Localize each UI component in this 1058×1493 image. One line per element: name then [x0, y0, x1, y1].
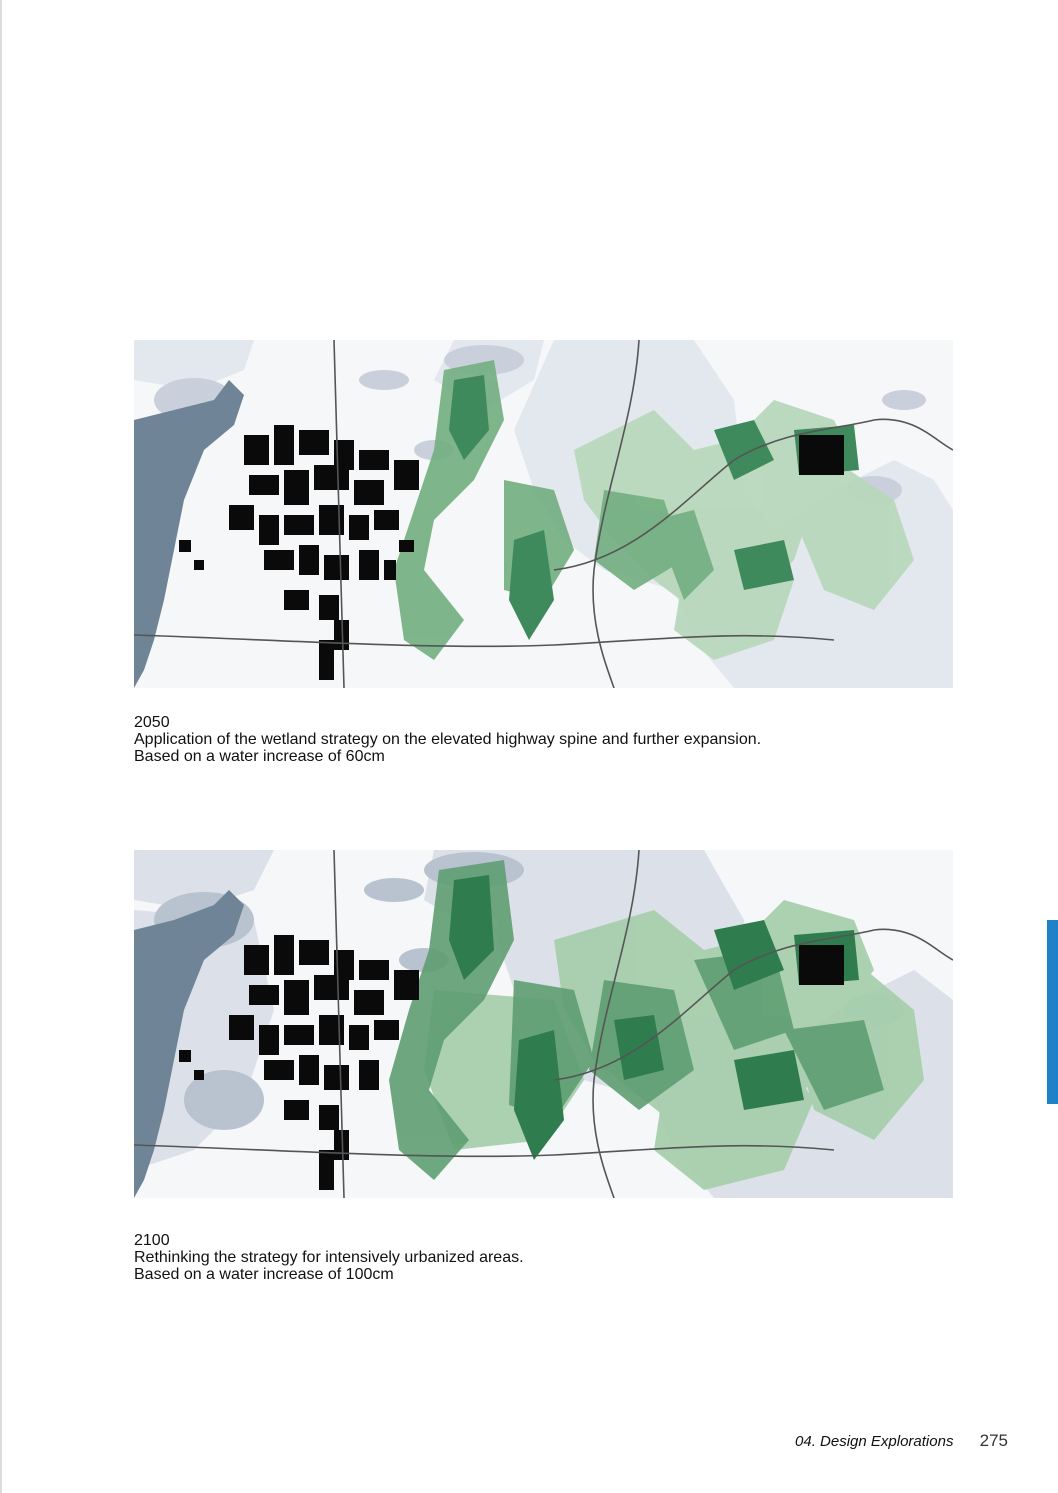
page-margin-rule — [0, 0, 2, 1493]
figure-caption-2100 — [134, 1232, 524, 1283]
footer-section-title: 04. Design Explorations — [795, 1433, 954, 1450]
map-2050 — [134, 340, 953, 688]
page-number: 275 — [979, 1431, 1008, 1450]
page-footer — [795, 1431, 1008, 1451]
caption-line: Rethinking the strategy for intensively urbanized areas. — [134, 1249, 524, 1266]
caption-line: Based on a water increase of 100cm — [134, 1266, 394, 1283]
caption-line: Based on a water increase of 60cm — [134, 748, 385, 765]
caption-year: 2100 — [134, 1232, 170, 1249]
map-2100-graphic — [134, 850, 953, 1198]
map-2100 — [134, 850, 953, 1198]
caption-line: Application of the wetland strategy on the elevated highway spine and further expansion. — [134, 731, 762, 748]
map-2050-graphic — [134, 340, 953, 688]
caption-year: 2050 — [134, 714, 170, 731]
chapter-tab-marker — [1047, 920, 1058, 1104]
figure-caption-2050 — [134, 714, 761, 765]
